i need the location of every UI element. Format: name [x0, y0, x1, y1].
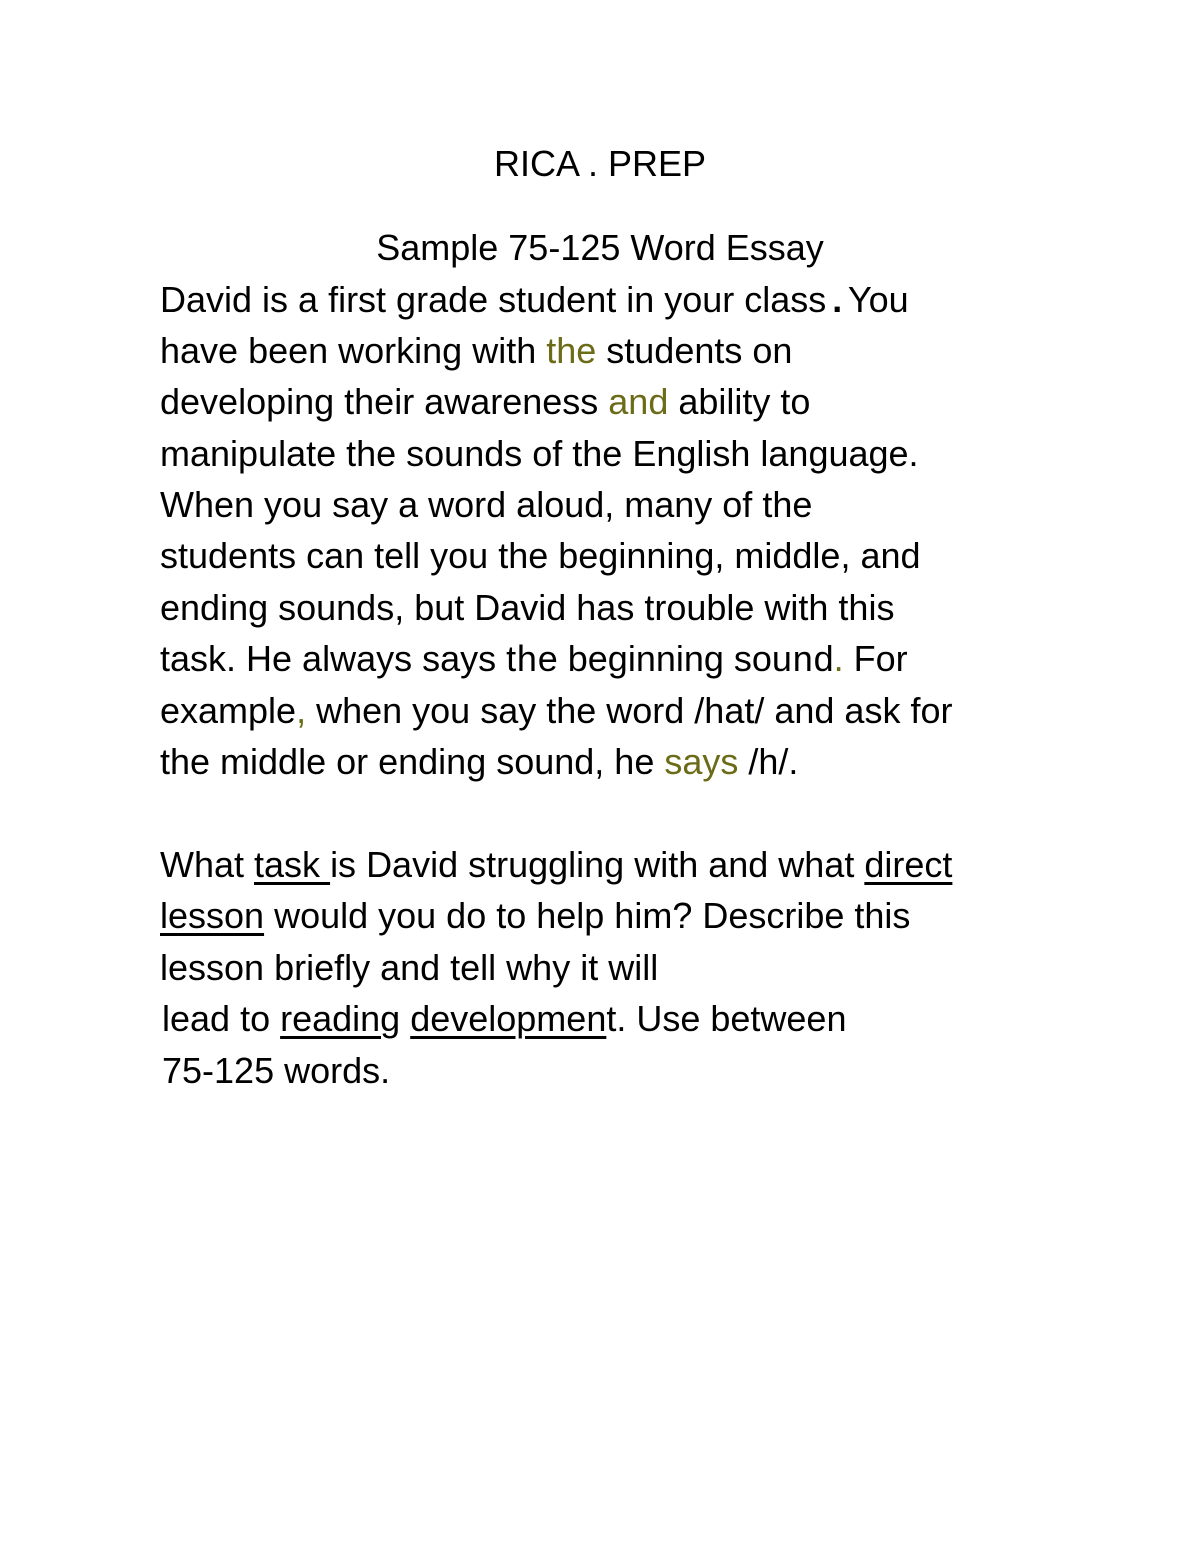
paragraph-1-line-5: When you say a word aloud, many of the [160, 484, 813, 525]
text-segment: You [847, 279, 909, 320]
text-segment: when you say the word /hat/ and ask for [306, 690, 953, 731]
highlighted-word: the [546, 330, 597, 371]
paragraph-1-line-2 [160, 327, 792, 375]
underlined-word: reading [280, 998, 401, 1039]
paragraph-2-line-5: 75-125 words. [162, 1050, 391, 1091]
paragraph-2-line-2 [160, 892, 910, 940]
text-segment: students on [596, 330, 793, 371]
highlighted-comma: , [296, 690, 307, 731]
text-segment: is David struggling with and what [330, 844, 865, 885]
paragraph-1-line-6: students can tell you the beginning, middle, and [160, 535, 921, 576]
paragraph-2-line-3: lesson briefly and tell why it will [160, 947, 659, 988]
highlighted-word: and [608, 381, 669, 422]
period-mark: . [826, 282, 848, 323]
paragraph-1-line-8 [160, 635, 908, 686]
highlighted-word: says [664, 741, 739, 782]
underlined-word: direct [864, 844, 953, 885]
mono-letter: h [516, 641, 538, 682]
text-segment: example [160, 690, 297, 731]
highlighted-period: . [833, 638, 844, 679]
document-subtitle: Sample 75-125 Word Essay [376, 227, 824, 268]
document-title: RICA . PREP [493, 143, 707, 184]
text-segment: developing their awareness [160, 381, 609, 422]
text-segment [400, 998, 410, 1039]
paragraph-2-line-1 [160, 841, 952, 889]
text-segment: /h/. [738, 741, 799, 782]
text-segment: e beginning sou [537, 638, 792, 679]
text-segment: task. He always says t [160, 638, 517, 679]
paragraph-1-line-9 [160, 687, 952, 735]
text-segment: For [843, 638, 908, 679]
paragraph-1-line-4: manipulate the sounds of the English language. [160, 433, 919, 474]
text-segment: would you do to help him? Describe this [264, 895, 911, 936]
paragraph-2-line-4 [162, 995, 846, 1043]
underlined-word: lesson [160, 895, 265, 936]
text-segment: David is a first grade student in your class [160, 279, 827, 320]
text-segment: have been working with [160, 330, 547, 371]
text-segment: ability to [668, 381, 811, 422]
text-segment: What [160, 844, 255, 885]
text-segment: the middle or ending sound, he [160, 741, 665, 782]
paragraph-1-line-1 [160, 276, 909, 327]
underlined-word: developmen [410, 998, 607, 1039]
mono-letter: n [791, 641, 814, 682]
underlined-word: task [254, 844, 331, 885]
text-segment: t. Use between [606, 998, 847, 1039]
text-segment: d [813, 638, 834, 679]
paragraph-1-line-7: ending sounds, but David has trouble with this [160, 587, 895, 628]
paragraph-1-line-3 [160, 378, 810, 426]
text-segment: lead to [162, 998, 281, 1039]
paragraph-1-line-10 [160, 738, 798, 786]
